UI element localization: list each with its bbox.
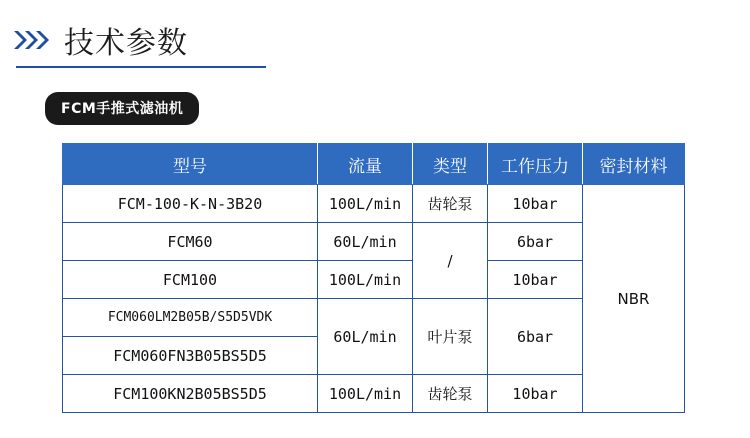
- cell-model: FCM060FN3B05BS5D5: [63, 337, 318, 375]
- cell-flow: 100L/min: [318, 261, 413, 299]
- cell-model: FCM060LM2B05B/S5D5VDK: [63, 299, 318, 337]
- cell-type: 叶片泵: [413, 299, 488, 375]
- cell-flow: 100L/min: [318, 375, 413, 413]
- cell-pressure: 10bar: [488, 185, 583, 223]
- cell-pressure: 6bar: [488, 223, 583, 261]
- heading-underline: [16, 66, 266, 68]
- cell-model: FCM-100-K-N-3B20: [63, 185, 318, 223]
- cell-seal: NBR: [583, 185, 685, 413]
- spec-table: [62, 143, 685, 413]
- cell-flow: 100L/min: [318, 185, 413, 223]
- cell-type: /: [413, 223, 488, 299]
- cell-model: FCM60: [63, 223, 318, 261]
- cell-model: FCM100KN2B05BS5D5: [63, 375, 318, 413]
- spec-table-container: [62, 143, 685, 413]
- column-header-type: 类型: [413, 144, 488, 185]
- cell-pressure: 10bar: [488, 261, 583, 299]
- table-row: [63, 185, 685, 223]
- cell-pressure: 6bar: [488, 299, 583, 375]
- cell-type: 齿轮泵: [413, 185, 488, 223]
- page-heading: [14, 18, 188, 62]
- cell-flow: 60L/min: [318, 299, 413, 375]
- cell-type: 齿轮泵: [413, 375, 488, 413]
- table-header-row: [63, 144, 685, 185]
- cell-pressure: 10bar: [488, 375, 583, 413]
- cell-model: FCM100: [63, 261, 318, 299]
- column-header-flow: 流量: [318, 144, 413, 185]
- column-header-model: 型号: [63, 144, 318, 185]
- cell-flow: 60L/min: [318, 223, 413, 261]
- column-header-pressure: 工作压力: [488, 144, 583, 185]
- column-header-seal: 密封材料: [583, 144, 685, 185]
- triple-chevron-icon: [14, 27, 54, 53]
- section-label-badge: FCM手推式滤油机: [45, 92, 199, 125]
- page-title: 技术参数: [64, 26, 188, 61]
